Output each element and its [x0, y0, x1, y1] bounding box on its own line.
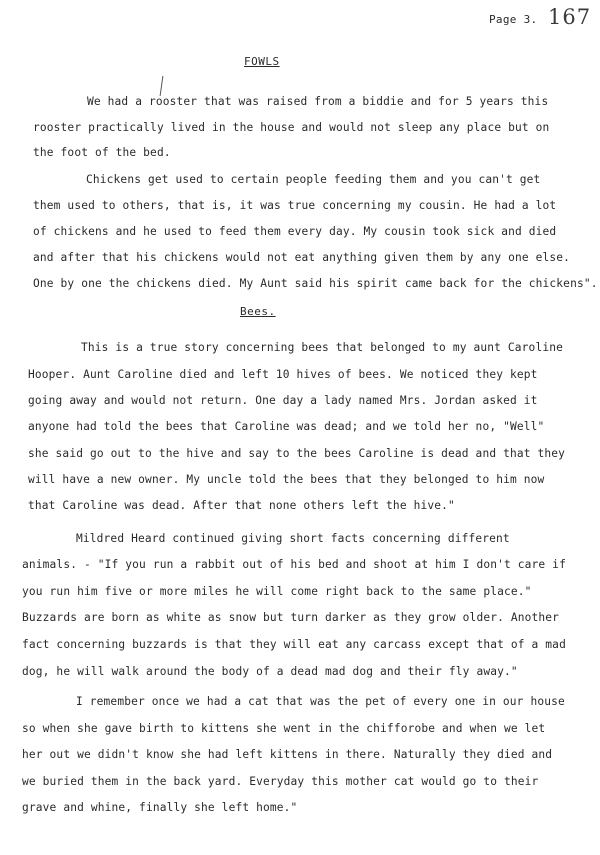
text-line: anyone had told the bees that Caroline was dead; and we told her no, "Well" [28, 420, 545, 433]
text-line: One by one the chickens died. My Aunt said his spirit came back for the chickens". [33, 277, 598, 290]
text-line: of chickens and he used to feed them every day. My cousin took sick and died [33, 225, 557, 238]
text-line: that Caroline was dead. After that none others left the hive." [28, 499, 455, 512]
text-line: grave and whine, finally she left home." [22, 801, 298, 814]
handwritten-folio-number: 167 [548, 5, 592, 29]
text-line: she said go out to the hive and say to the bees Caroline is dead and that they [28, 447, 566, 460]
text-line: going away and would not return. One day a lady named Mrs. Jordan asked it [28, 394, 538, 407]
text-line: Chickens get used to certain people feeding them and you can't get [86, 173, 541, 186]
text-line: and after that his chickens would not eat anything given them by any one else. [33, 251, 571, 264]
text-line: fact concerning buzzards is that they will eat any carcass except that of a mad [22, 638, 566, 651]
text-line: animals. - "If you run a rabbit out of his bed and shoot at him I don't care if [22, 558, 566, 571]
text-line: Hooper. Aunt Caroline died and left 10 hives of bees. We noticed they kept [28, 368, 538, 381]
text-line: them used to others, that is, it was true concerning my cousin. He had a lot [33, 199, 557, 212]
section-heading-fowls: FOWLS [244, 55, 280, 68]
text-line: you run him five or more miles he will come right back to the same place." [22, 585, 532, 598]
text-line: her out we didn't know she had left kittens in there. Naturally they died and [22, 748, 553, 761]
text-line: We had a rooster that was raised from a biddie and for 5 years this [87, 95, 549, 108]
section-heading-bees: Bees. [240, 305, 276, 318]
text-line: the foot of the bed. [33, 146, 171, 159]
text-line: we buried them in the back yard. Everyday this mother cat would go to their [22, 775, 539, 788]
text-line: I remember once we had a cat that was the pet of every one in our house [76, 695, 565, 708]
page-label: Page 3. [489, 13, 538, 26]
text-line: dog, he will walk around the body of a dead mad dog and their fly away." [22, 665, 518, 678]
text-line: so when she gave birth to kittens she went in the chifforobe and when we let [22, 722, 546, 735]
text-line: Buzzards are born as white as snow but turn darker as they grow older. Another [22, 611, 560, 624]
text-line: This is a true story concerning bees that belonged to my aunt Caroline [81, 341, 563, 354]
text-line: will have a new owner. My uncle told the bees that they belonged to him now [28, 473, 545, 486]
text-line: Mildred Heard continued giving short facts concerning different [76, 532, 510, 545]
text-line: rooster practically lived in the house and would not sleep any place but on [33, 121, 550, 134]
pencil-mark [160, 76, 164, 96]
